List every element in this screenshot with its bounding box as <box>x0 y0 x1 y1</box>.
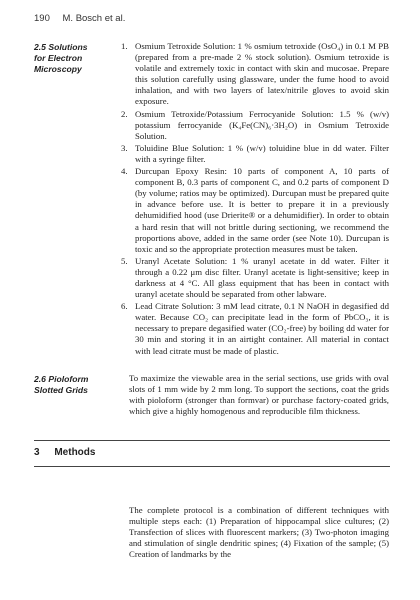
section-2-6-paragraph: To maximize the viewable area in the serial sections, use grids with oval slots of 1 mm wide by 2 mm long. To support the sections, coat the grids with pioloform (stronger than formvar) or purchase factory-coated grids, which give a highly homogenous and reproducible film thickness. <box>129 373 389 417</box>
item-number: 6. <box>121 301 128 312</box>
item-text: Uranyl Acetate Solution: 1 % uranyl acetate in dd water. Filter it through a 0.22 μm disc filter. Uranyl acetate is light-sensitive; keep in darkness at 4 °C. All glass equipment that has been in contact with uranyl acetate should be separated from other labware. <box>135 255 389 300</box>
list-item <box>121 109 389 142</box>
section-divider <box>34 440 390 441</box>
item-text: Toluidine Blue Solution: 1 % (w/v) toluidine blue in dd water. Filter with a syringe filter. <box>135 142 389 164</box>
item-number: 5. <box>121 255 128 266</box>
list-item <box>121 256 389 300</box>
section-2-6-label-line: 2.6 Pioloform <box>34 374 89 384</box>
section-2-5-label-line: 2.5 Solutions <box>34 42 88 52</box>
item-text: Osmium Tetroxide/Potassium Ferrocyanide Solution: 1.5 % (w/v) potassium ferrocyanide (K₄Fe(CN)₆·3H₂O) in Osmium Tetroxide Solution. <box>135 108 389 141</box>
list-item <box>121 143 389 165</box>
page-number: 190 <box>34 13 50 24</box>
section-divider <box>34 466 390 467</box>
item-number: 4. <box>121 166 128 177</box>
section-heading <box>34 447 95 458</box>
section-2-6-label <box>34 374 114 396</box>
section-title: Methods <box>54 447 96 458</box>
list-item <box>121 166 389 255</box>
section-2-5-label-line: Microscopy <box>34 64 82 74</box>
section-2-5-label <box>34 42 114 75</box>
section-2-5-label-line: for Electron <box>34 53 83 63</box>
solutions-list <box>121 41 389 358</box>
list-item <box>121 301 389 356</box>
item-number: 3. <box>121 142 128 153</box>
item-text: Lead Citrate Solution: 3 mM lead citrate, 0.1 N NaOH in degasified dd water. Because CO₂ can precipitate lead in the form of PbCO₃, it is necessary to prepare degasified water (CO₂-free) by boiling dd water for 30 min and storing it in an airtight container. All material in contact with lead citrate must be made of plastic. <box>135 301 389 356</box>
section-2-6-label-line: Slotted Grids <box>34 385 88 395</box>
item-number: 2. <box>121 108 128 119</box>
item-number: 1. <box>121 41 128 51</box>
item-text: Osmium Tetroxide Solution: 1 % osmium tetroxide (OsO₄) in 0.1 M PB (prepared from a pre-made 2 % stock solution). Osmium tetroxide is volatile and extremely toxic in contact with skin and mucosae. Prepare this solution carefully using glassware, under the fume hood to avoid inhalation, and with two layers of latex/nitrile gloves to avoid skin exposure. <box>135 41 389 107</box>
list-item <box>121 41 389 108</box>
running-header <box>34 13 125 24</box>
methods-paragraph: The complete protocol is a combination of different techniques with multiple steps each: (1) Preparation of hippocampal slice cultures; (2) Transfection of slices with fluorescent markers; (3) Two-photon imaging and stimulation of single dendritic spines; (4) Fixation of the sample; (5) Creation of landmarks by the <box>129 505 389 560</box>
item-text: Durcupan Epoxy Resin: 10 parts of component A, 10 parts of component B, 0.3 parts of component C, and 0.2 parts of component D (by volume; ratios may be optimized). Durcupan must be prepared quite in advance before use. It is better to prepare it in a previously dehumidified hood (use Drierite® or a dehumidifier). In order to obtain a hard resin that will not brittle during sectioning, we recommend the proportions above, added in the same order (see Note 10). Durcupan is toxic and so the appropriate protection measures must be taken. <box>135 166 389 254</box>
running-head-authors: M. Bosch et al. <box>62 13 126 24</box>
section-number: 3 <box>34 447 40 458</box>
